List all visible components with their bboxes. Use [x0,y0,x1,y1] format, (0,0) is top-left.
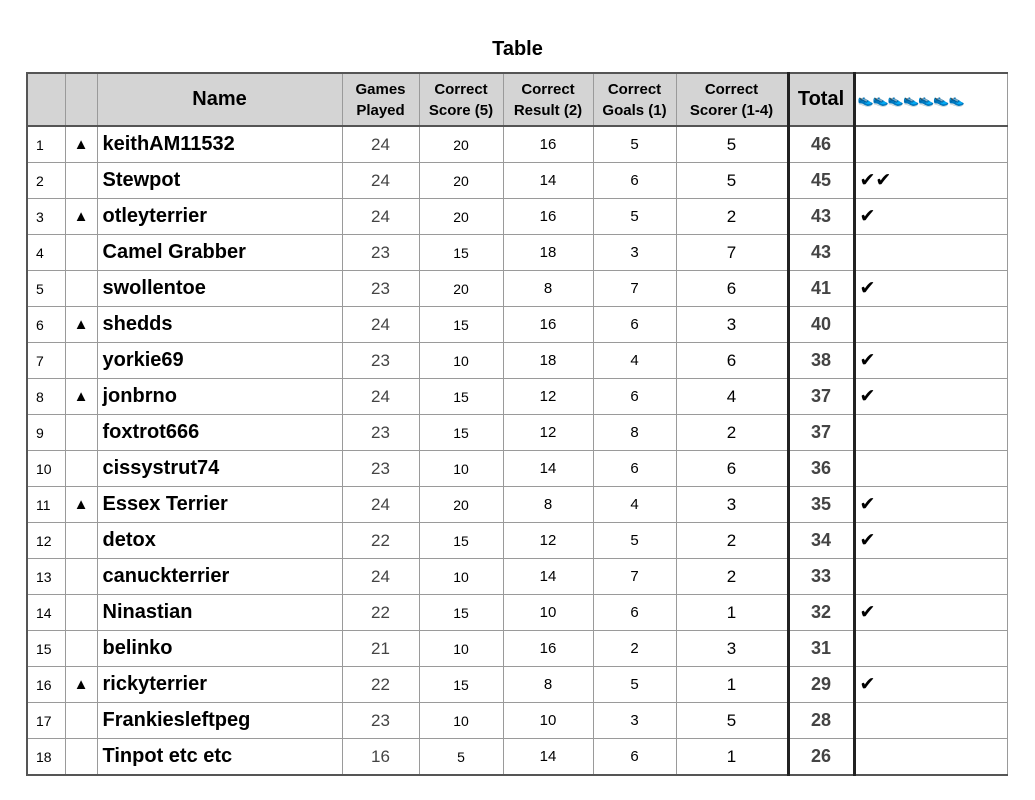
player-name-cell: detox [97,523,342,559]
correct-result-cell: 16 [503,126,593,163]
total-cell: 40 [788,307,854,343]
header-correct-goals-line2: Goals (1) [602,101,667,119]
player-name-cell: swollentoe [97,271,342,307]
games-played-cell: 24 [342,163,419,199]
up-arrow-icon: ▲ [73,388,89,405]
total-cell: 46 [788,126,854,163]
position-cell: 11 [27,487,65,523]
correct-result-cell: 14 [503,451,593,487]
check-marks-cell: ✔ [854,523,1007,559]
games-played-cell: 23 [342,415,419,451]
correct-goals-cell: 3 [593,703,676,739]
page-title: Table [492,38,543,60]
check-marks-cell [854,451,1007,487]
correct-goals-cell: 6 [593,307,676,343]
player-name-cell: Essex Terrier [97,487,342,523]
movement-cell [65,163,97,199]
correct-result-cell: 18 [503,235,593,271]
correct-goals-cell: 8 [593,415,676,451]
header-correct-goals [593,73,676,126]
position-cell: 5 [27,271,65,307]
correct-result-cell: 8 [503,487,593,523]
correct-result-cell: 14 [503,739,593,776]
table-row [27,271,1007,307]
correct-score-cell: 15 [419,523,503,559]
correct-goals-cell: 7 [593,559,676,595]
correct-goals-cell: 6 [593,739,676,776]
player-name-cell: otleyterrier [97,199,342,235]
correct-score-cell: 20 [419,199,503,235]
header-position [27,73,65,126]
check-marks-cell [854,126,1007,163]
correct-score-cell: 20 [419,126,503,163]
check-marks-cell: ✔ [854,667,1007,703]
correct-score-cell: 10 [419,451,503,487]
position-cell: 12 [27,523,65,559]
player-name-cell: rickyterrier [97,667,342,703]
correct-scorer-cell: 3 [676,631,788,667]
total-cell: 29 [788,667,854,703]
check-marks-cell [854,415,1007,451]
player-name-cell: Tinpot etc etc [97,739,342,776]
total-cell: 28 [788,703,854,739]
position-cell: 15 [27,631,65,667]
correct-scorer-cell: 2 [676,415,788,451]
table-row [27,199,1007,235]
player-name-cell: shedds [97,307,342,343]
games-played-cell: 24 [342,307,419,343]
table-row [27,595,1007,631]
check-marks-cell [854,739,1007,776]
total-cell: 31 [788,631,854,667]
table-row [27,379,1007,415]
correct-score-cell: 15 [419,235,503,271]
header-total: Total [788,73,854,126]
correct-score-cell: 10 [419,703,503,739]
games-played-cell: 24 [342,199,419,235]
table-row [27,126,1007,163]
correct-score-cell: 15 [419,667,503,703]
correct-result-cell: 12 [503,415,593,451]
table-row [27,415,1007,451]
total-cell: 26 [788,739,854,776]
player-name-cell: Stewpot [97,163,342,199]
table-row [27,163,1007,199]
games-played-cell: 24 [342,126,419,163]
correct-goals-cell: 6 [593,163,676,199]
golden-boot-icon: 👟👟👟👟👟👟👟 [854,73,1007,126]
header-correct-score [419,73,503,126]
movement-cell [65,379,97,415]
movement-cell [65,343,97,379]
player-name-cell: keithAM11532 [97,126,342,163]
position-cell: 3 [27,199,65,235]
check-marks-cell [854,559,1007,595]
movement-cell [65,307,97,343]
correct-scorer-cell: 4 [676,379,788,415]
position-cell: 17 [27,703,65,739]
movement-cell [65,271,97,307]
total-cell: 45 [788,163,854,199]
position-cell: 16 [27,667,65,703]
movement-cell [65,667,97,703]
header-correct-result-line2: Result (2) [513,101,583,119]
total-cell: 38 [788,343,854,379]
player-name-cell: Camel Grabber [97,235,342,271]
position-cell: 13 [27,559,65,595]
total-cell: 35 [788,487,854,523]
games-played-cell: 24 [342,487,419,523]
correct-goals-cell: 7 [593,271,676,307]
correct-scorer-cell: 3 [676,487,788,523]
correct-scorer-cell: 2 [676,523,788,559]
table-row [27,739,1007,776]
up-arrow-icon: ▲ [73,496,89,513]
movement-cell [65,595,97,631]
movement-cell [65,451,97,487]
correct-goals-cell: 5 [593,199,676,235]
games-played-cell: 23 [342,343,419,379]
table-row [27,343,1007,379]
correct-score-cell: 15 [419,379,503,415]
check-marks-cell: ✔ [854,271,1007,307]
check-marks-cell: ✔ [854,199,1007,235]
position-cell: 10 [27,451,65,487]
correct-goals-cell: 5 [593,523,676,559]
header-name: Name [97,73,342,126]
total-cell: 34 [788,523,854,559]
total-cell: 43 [788,235,854,271]
total-cell: 43 [788,199,854,235]
header-movement [65,73,97,126]
correct-goals-cell: 6 [593,451,676,487]
correct-scorer-cell: 1 [676,739,788,776]
games-played-cell: 23 [342,235,419,271]
movement-cell [65,487,97,523]
correct-score-cell: 15 [419,595,503,631]
correct-goals-cell: 5 [593,667,676,703]
player-name-cell: jonbrno [97,379,342,415]
table-row [27,523,1007,559]
correct-result-cell: 10 [503,703,593,739]
header-correct-goals-line1: Correct [607,80,662,98]
correct-score-cell: 15 [419,307,503,343]
header-correct-scorer [676,73,788,126]
total-cell: 32 [788,595,854,631]
league-table [26,72,1008,776]
check-marks-cell [854,235,1007,271]
check-marks-cell: ✔ [854,379,1007,415]
games-played-cell: 23 [342,451,419,487]
table-row [27,559,1007,595]
movement-cell [65,703,97,739]
correct-result-cell: 16 [503,199,593,235]
correct-result-cell: 8 [503,271,593,307]
header-correct-scorer-line1: Correct [704,80,759,98]
correct-scorer-cell: 5 [676,126,788,163]
up-arrow-icon: ▲ [73,676,89,693]
correct-goals-cell: 3 [593,235,676,271]
table-row [27,631,1007,667]
position-cell: 18 [27,739,65,776]
correct-goals-cell: 5 [593,126,676,163]
correct-score-cell: 20 [419,271,503,307]
games-played-cell: 23 [342,703,419,739]
check-marks-cell [854,703,1007,739]
correct-result-cell: 16 [503,631,593,667]
correct-score-cell: 10 [419,559,503,595]
correct-result-cell: 12 [503,379,593,415]
games-played-cell: 16 [342,739,419,776]
up-arrow-icon: ▲ [73,316,89,333]
movement-cell [65,235,97,271]
correct-scorer-cell: 6 [676,343,788,379]
correct-scorer-cell: 2 [676,199,788,235]
position-cell: 4 [27,235,65,271]
check-marks-cell [854,307,1007,343]
correct-score-cell: 5 [419,739,503,776]
table-row [27,667,1007,703]
up-arrow-icon: ▲ [73,208,89,225]
correct-scorer-cell: 1 [676,595,788,631]
total-cell: 37 [788,415,854,451]
correct-result-cell: 12 [503,523,593,559]
total-cell: 33 [788,559,854,595]
header-correct-result-line1: Correct [521,80,575,98]
table-row [27,307,1007,343]
correct-goals-cell: 4 [593,487,676,523]
movement-cell [65,739,97,776]
correct-score-cell: 15 [419,415,503,451]
table-row [27,235,1007,271]
header-correct-score-line2: Score (5) [428,101,494,119]
player-name-cell: cissystrut74 [97,451,342,487]
movement-cell [65,199,97,235]
games-played-cell: 21 [342,631,419,667]
position-cell: 9 [27,415,65,451]
position-cell: 8 [27,379,65,415]
player-name-cell: foxtrot666 [97,415,342,451]
player-name-cell: Frankiesleftpeg [97,703,342,739]
player-name-cell: belinko [97,631,342,667]
position-cell: 6 [27,307,65,343]
correct-goals-cell: 6 [593,595,676,631]
player-name-cell: Ninastian [97,595,342,631]
table-row [27,451,1007,487]
header-games-played [342,73,419,126]
correct-score-cell: 10 [419,631,503,667]
correct-scorer-cell: 6 [676,271,788,307]
check-marks-cell: ✔ [854,343,1007,379]
header-games-played-line2: Played [356,101,405,119]
correct-result-cell: 14 [503,559,593,595]
correct-result-cell: 8 [503,667,593,703]
correct-scorer-cell: 2 [676,559,788,595]
games-played-cell: 23 [342,271,419,307]
header-row [27,73,1007,126]
correct-score-cell: 20 [419,163,503,199]
correct-goals-cell: 4 [593,343,676,379]
movement-cell [65,415,97,451]
games-played-cell: 22 [342,595,419,631]
games-played-cell: 24 [342,559,419,595]
position-cell: 7 [27,343,65,379]
check-marks-cell: ✔ [854,595,1007,631]
correct-scorer-cell: 3 [676,307,788,343]
table-row [27,487,1007,523]
movement-cell [65,631,97,667]
correct-scorer-cell: 5 [676,163,788,199]
total-cell: 36 [788,451,854,487]
check-marks-cell: ✔ [854,487,1007,523]
correct-scorer-cell: 6 [676,451,788,487]
table-body [27,126,1007,775]
player-name-cell: yorkie69 [97,343,342,379]
movement-cell [65,523,97,559]
correct-result-cell: 18 [503,343,593,379]
movement-cell [65,126,97,163]
games-played-cell: 24 [342,379,419,415]
header-correct-scorer-line2: Scorer (1-4) [689,101,774,119]
correct-result-cell: 16 [503,307,593,343]
check-marks-cell: ✔✔ [854,163,1007,199]
movement-cell [65,559,97,595]
position-cell: 2 [27,163,65,199]
correct-goals-cell: 2 [593,631,676,667]
correct-score-cell: 10 [419,343,503,379]
games-played-cell: 22 [342,667,419,703]
correct-score-cell: 20 [419,487,503,523]
correct-scorer-cell: 1 [676,667,788,703]
position-cell: 14 [27,595,65,631]
correct-scorer-cell: 7 [676,235,788,271]
total-cell: 37 [788,379,854,415]
header-correct-score-line1: Correct [434,80,488,98]
table-row [27,703,1007,739]
header-correct-result [503,73,593,126]
check-marks-cell [854,631,1007,667]
correct-result-cell: 10 [503,595,593,631]
correct-goals-cell: 6 [593,379,676,415]
games-played-cell: 22 [342,523,419,559]
total-cell: 41 [788,271,854,307]
position-cell: 1 [27,126,65,163]
correct-result-cell: 14 [503,163,593,199]
player-name-cell: canuckterrier [97,559,342,595]
up-arrow-icon: ▲ [73,136,89,153]
correct-scorer-cell: 5 [676,703,788,739]
header-games-played-line1: Games [355,80,406,98]
